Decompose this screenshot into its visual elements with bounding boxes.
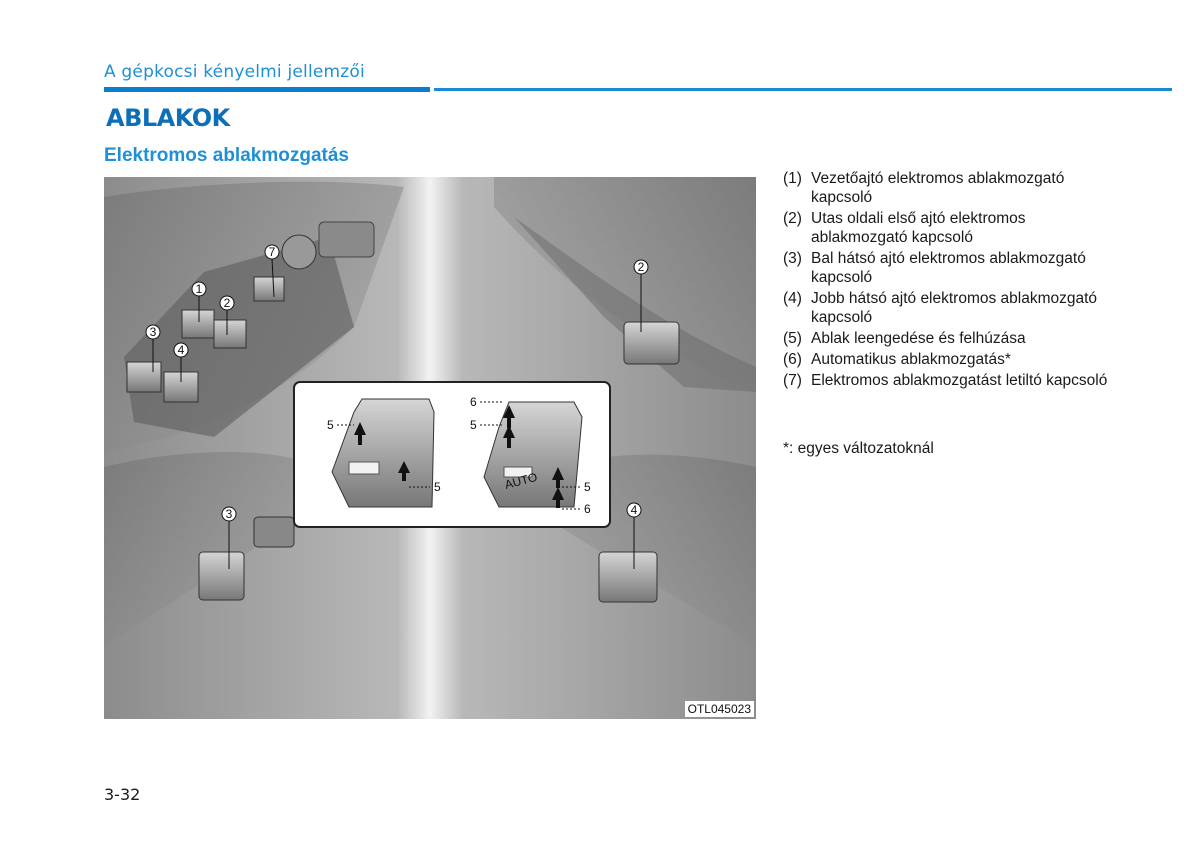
auto-label: AUTO bbox=[503, 469, 539, 492]
door-panels-illustration bbox=[104, 177, 756, 719]
switch-detail-inset bbox=[294, 382, 610, 527]
section-title: ABLAKOK bbox=[106, 104, 230, 132]
svg-text:7: 7 bbox=[268, 245, 276, 259]
legend-text: Ablak leengedése és felhúzása bbox=[811, 330, 1026, 347]
footnote: *: egyes változatoknál bbox=[783, 440, 934, 457]
legend-item bbox=[783, 289, 1113, 327]
legend-item bbox=[783, 209, 1113, 247]
legend-number: (3) bbox=[783, 250, 802, 267]
figure-legend bbox=[783, 169, 1113, 392]
svg-text:2: 2 bbox=[223, 296, 231, 310]
label-5-up-right: 5 bbox=[470, 418, 477, 432]
legend-number: (2) bbox=[783, 210, 802, 227]
legend-item bbox=[783, 169, 1113, 207]
legend-item bbox=[783, 350, 1113, 369]
window-switch-figure bbox=[104, 177, 756, 719]
legend-number: (4) bbox=[783, 290, 802, 307]
legend-item bbox=[783, 329, 1113, 348]
legend-text: Automatikus ablakmozgatás* bbox=[811, 351, 1011, 368]
legend-number: (1) bbox=[783, 170, 802, 187]
legend-text: Bal hátsó ajtó elektromos ablakmozgató kapcsoló bbox=[811, 250, 1086, 286]
legend-item bbox=[783, 371, 1113, 390]
legend-text: Elektromos ablakmozgatást letiltó kapcsoló bbox=[811, 372, 1108, 389]
figure-code: OTL045023 bbox=[685, 701, 754, 717]
passenger-switch bbox=[624, 322, 679, 364]
svg-text:3: 3 bbox=[149, 325, 157, 339]
svg-text:4: 4 bbox=[630, 503, 638, 517]
svg-text:2: 2 bbox=[637, 260, 645, 274]
label-5-down-left: 5 bbox=[434, 480, 441, 494]
page-number: 3-32 bbox=[104, 785, 141, 804]
label-6-up: 6 bbox=[470, 395, 477, 409]
legend-text: Jobb hátsó ajtó elektromos ablakmozgató kapcsoló bbox=[811, 290, 1098, 326]
legend-item bbox=[783, 249, 1113, 287]
legend-number: (6) bbox=[783, 351, 802, 368]
legend-text: Utas oldali első ajtó elektromos ablakmozgató kapcsoló bbox=[811, 210, 1026, 246]
label-6-down: 6 bbox=[584, 502, 591, 516]
header-rule-left bbox=[104, 87, 430, 92]
chapter-title: A gépkocsi kényelmi jellemzői bbox=[104, 62, 365, 82]
svg-text:1: 1 bbox=[195, 282, 203, 296]
header-rule-right bbox=[434, 88, 1172, 91]
legend-text: Vezetőajtó elektromos ablakmozgató kapcsoló bbox=[811, 170, 1065, 206]
label-5-up-left: 5 bbox=[327, 418, 334, 432]
legend-number: (7) bbox=[783, 372, 802, 389]
legend-number: (5) bbox=[783, 330, 802, 347]
svg-text:3: 3 bbox=[225, 507, 233, 521]
svg-text:4: 4 bbox=[177, 343, 185, 357]
label-5-down-right: 5 bbox=[584, 480, 591, 494]
rear-right-switch bbox=[599, 552, 657, 602]
subsection-title: Elektromos ablakmozgatás bbox=[104, 145, 349, 166]
